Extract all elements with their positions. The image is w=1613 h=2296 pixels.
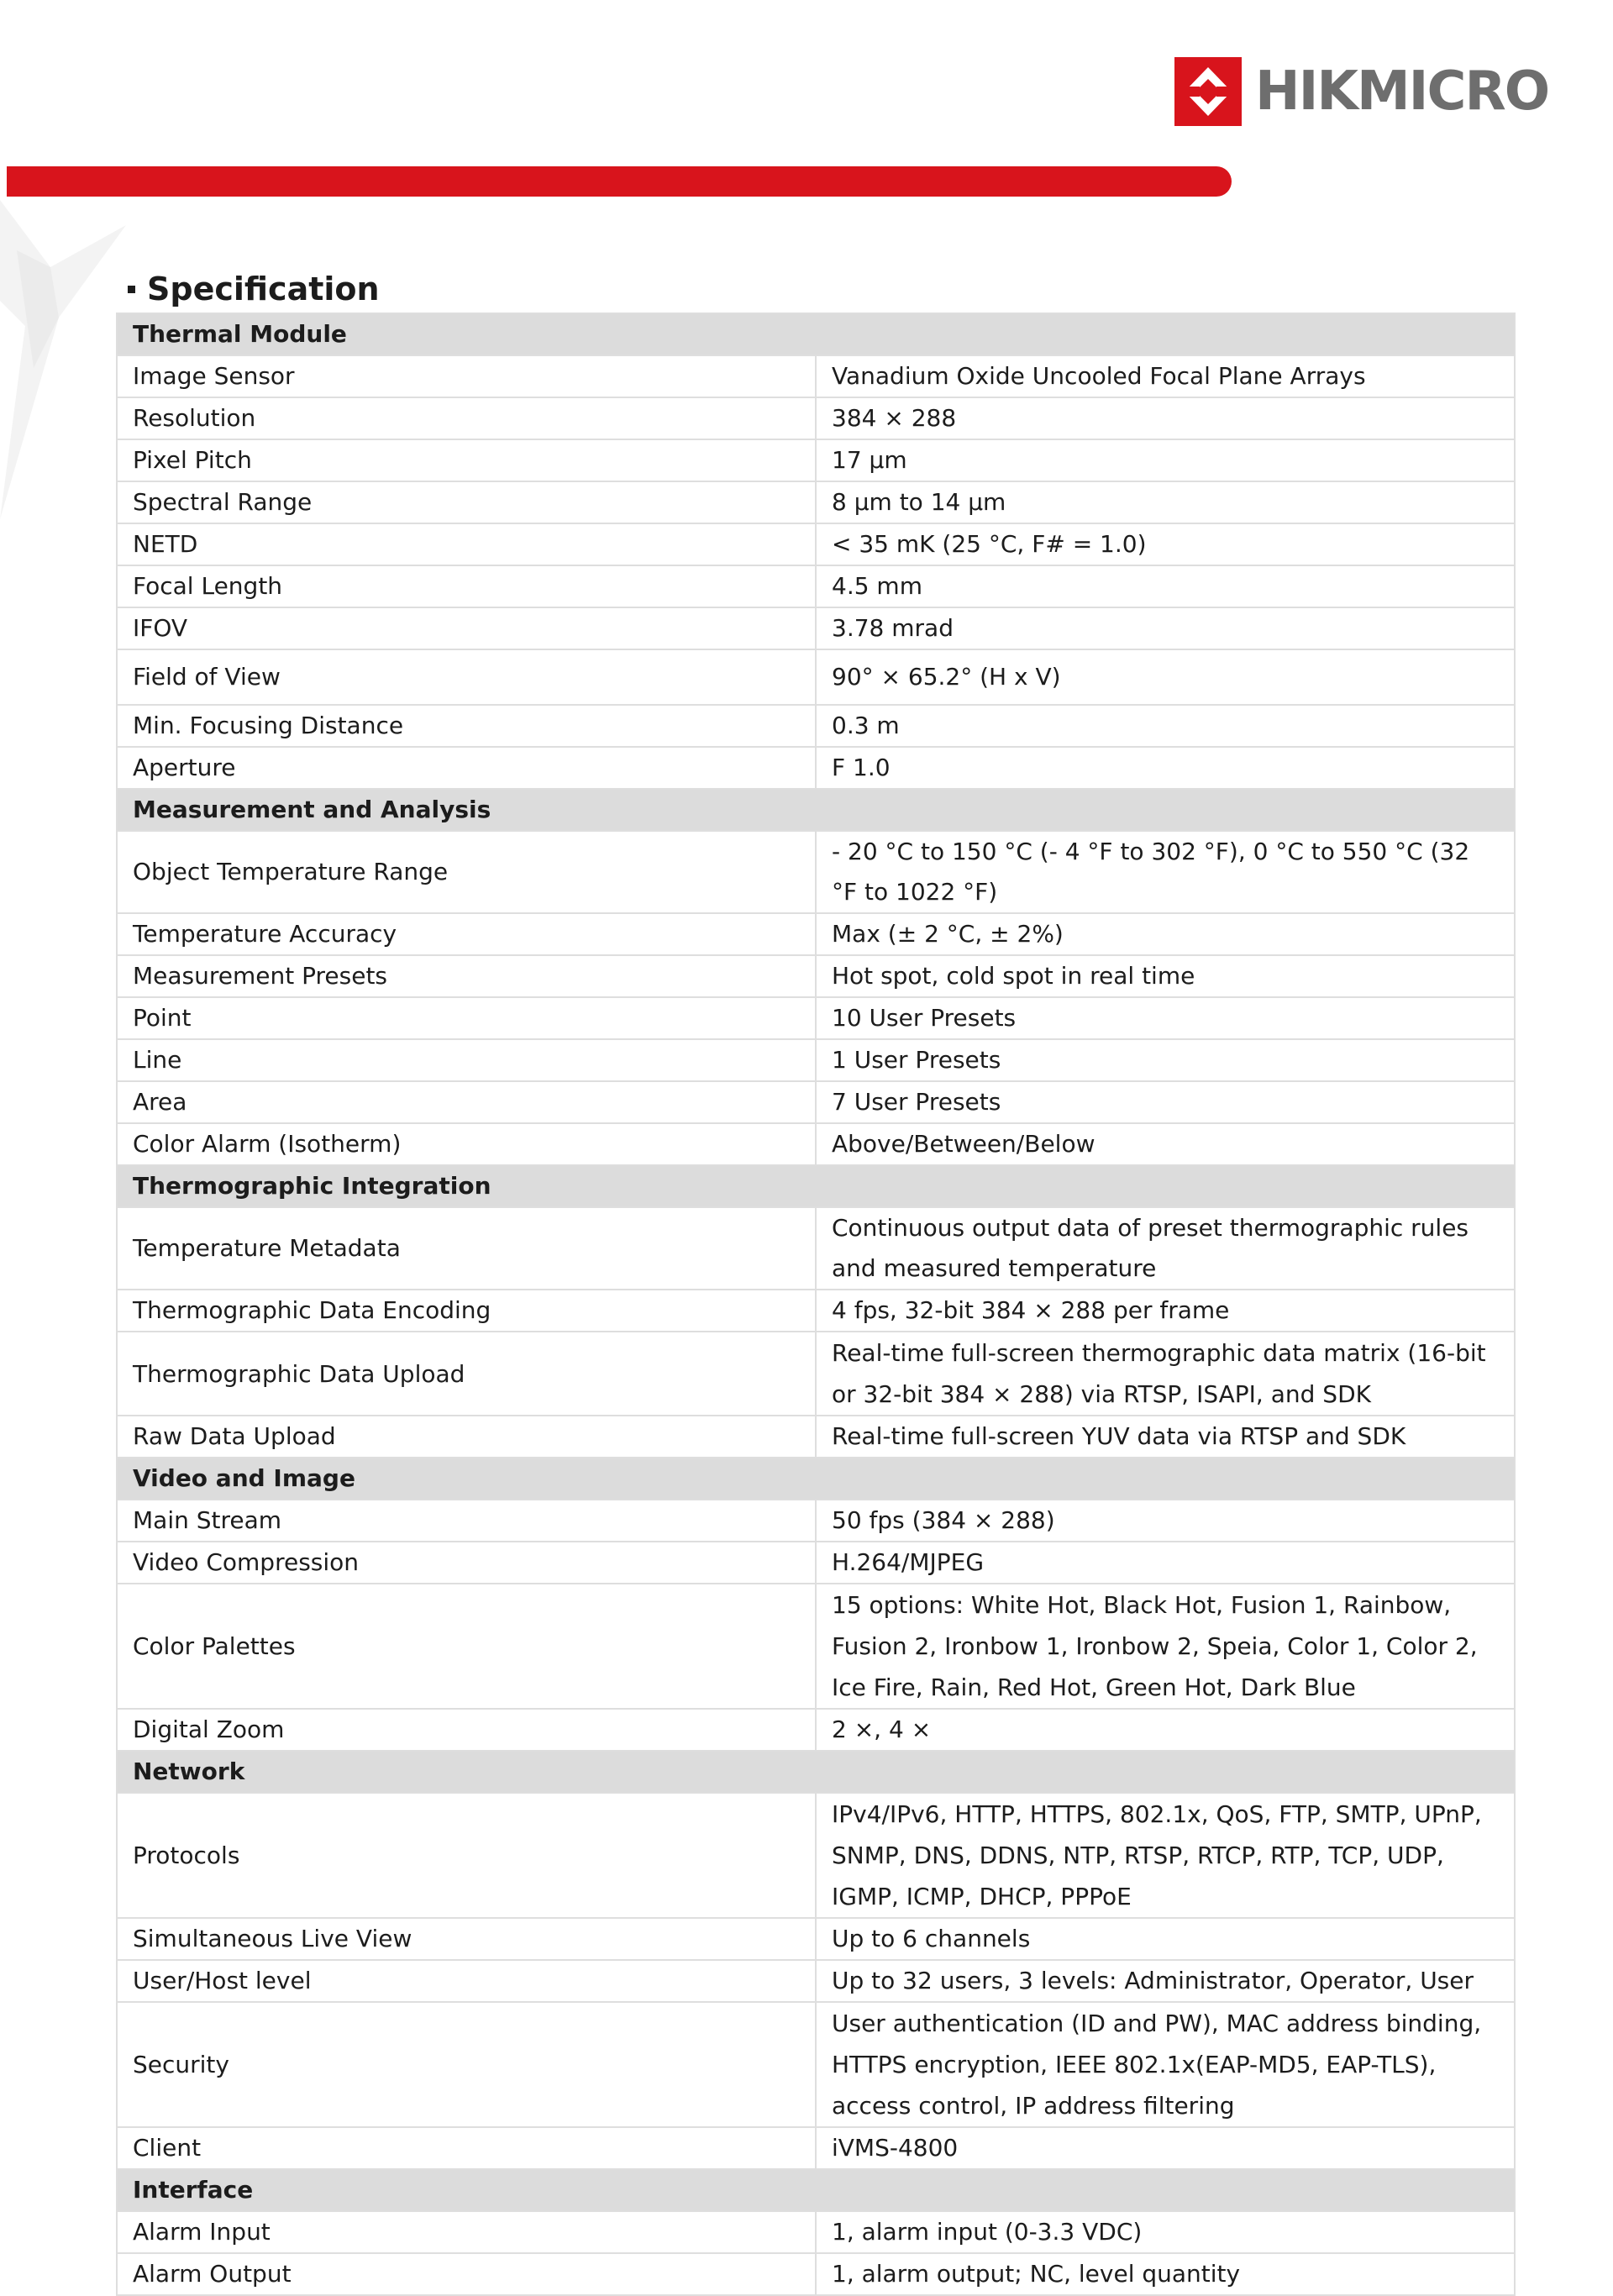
section-title: Thermal Module [117,313,1515,355]
spec-value: IPv4/IPv6, HTTP, HTTPS, 802.1x, QoS, FTP, SMTP, UPnP, SNMP, DNS, DDNS, NTP, RTSP, RTCP, RTP, TCP, UDP, IGMP, ICMP, DHCP, PPPoE [816,1793,1515,1918]
spec-row [117,997,1515,1039]
spec-value: 1, alarm output; NC, level quantity [816,2253,1515,2295]
spec-value: Real-time full-screen YUV data via RTSP and SDK [816,1416,1515,1458]
spec-row [117,481,1515,523]
spec-label: Measurement Presets [117,955,816,997]
spec-value: 10 User Presets [816,997,1515,1039]
spec-value: 7 User Presets [816,1081,1515,1123]
spec-value: < 35 mK (25 °C, F# = 1.0) [816,523,1515,565]
spec-row [117,1584,1515,1709]
spec-value: F 1.0 [816,747,1515,789]
spec-value: 90° × 65.2° (H x V) [816,649,1515,705]
section-title: Network [117,1751,1515,1793]
section-header-row [117,2169,1515,2211]
section-title: Video and Image [117,1458,1515,1500]
page-title-text: Specification [147,271,380,307]
spec-label: Line [117,1039,816,1081]
spec-value: User authentication (ID and PW), MAC address binding, HTTPS encryption, IEEE 802.1x(EAP-MD5, EAP-TLS), access control, IP address filtering [816,2002,1515,2127]
spec-row [117,2002,1515,2127]
spec-value: 4 fps, 32-bit 384 × 288 per frame [816,1290,1515,1332]
spec-value: 1, alarm input (0-3.3 VDC) [816,2211,1515,2253]
spec-label: Main Stream [117,1500,816,1542]
spec-row [117,1416,1515,1458]
specification-table [116,313,1516,2296]
spec-label: NETD [117,523,816,565]
section-title: Thermographic Integration [117,1165,1515,1207]
spec-row [117,1542,1515,1584]
spec-label: Object Temperature Range [117,831,816,913]
spec-value: 8 μm to 14 μm [816,481,1515,523]
brand-name: HIKMICRO [1255,60,1549,123]
hikmicro-logo-icon [1174,57,1242,126]
spec-label: Point [117,997,816,1039]
spec-row [117,1332,1515,1416]
spec-label: Thermographic Data Upload [117,1332,816,1416]
spec-value: Continuous output data of preset thermographic rules and measured temperature [816,1207,1515,1290]
spec-row [117,913,1515,955]
spec-label: Pixel Pitch [117,439,816,481]
spec-label: Color Palettes [117,1584,816,1709]
spec-label: Image Sensor [117,355,816,397]
spec-row [117,1918,1515,1960]
spec-label: User/Host level [117,1960,816,2002]
spec-value: Up to 32 users, 3 levels: Administrator, Operator, User [816,1960,1515,2002]
spec-label: Aperture [117,747,816,789]
spec-value: Max (± 2 °C, ± 2%) [816,913,1515,955]
spec-value: 15 options: White Hot, Black Hot, Fusion 1, Rainbow, Fusion 2, Ironbow 1, Ironbow 2, Speia, Color 1, Color 2, Ice Fire, Rain, Red Hot, Green Hot, Dark Blue [816,1584,1515,1709]
spec-label: Min. Focusing Distance [117,705,816,747]
spec-value: Above/Between/Below [816,1123,1515,1165]
spec-row [117,1081,1515,1123]
spec-row [117,2253,1515,2295]
spec-value: 3.78 mrad [816,607,1515,649]
spec-value: Real-time full-screen thermographic data matrix (16-bit or 32-bit 384 × 288) via RTSP, ISAPI, and SDK [816,1332,1515,1416]
spec-value: 2 ×, 4 × [816,1709,1515,1751]
spec-value: H.264/MJPEG [816,1542,1515,1584]
spec-row [117,607,1515,649]
spec-row [117,2211,1515,2253]
spec-row [117,439,1515,481]
spec-value: 50 fps (384 × 288) [816,1500,1515,1542]
spec-row [117,747,1515,789]
spec-value: Up to 6 channels [816,1918,1515,1960]
spec-label: Simultaneous Live View [117,1918,816,1960]
spec-label: Focal Length [117,565,816,607]
brand-logo [1174,55,1548,128]
spec-label: Digital Zoom [117,1709,816,1751]
spec-row [117,649,1515,705]
spec-value: iVMS-4800 [816,2127,1515,2169]
spec-value: Vanadium Oxide Uncooled Focal Plane Arrays [816,355,1515,397]
spec-row [117,565,1515,607]
spec-value: 1 User Presets [816,1039,1515,1081]
spec-row [117,1960,1515,2002]
spec-label: Security [117,2002,816,2127]
spec-row [117,397,1515,439]
spec-label: Video Compression [117,1542,816,1584]
spec-row [117,1500,1515,1542]
heading-bullet-icon [128,286,135,293]
section-header-row [117,1165,1515,1207]
spec-row [117,1039,1515,1081]
spec-row [117,1793,1515,1918]
spec-value: Hot spot, cold spot in real time [816,955,1515,997]
spec-label: Thermographic Data Encoding [117,1290,816,1332]
section-title: Interface [117,2169,1515,2211]
spec-value: - 20 °C to 150 °C (- 4 °F to 302 °F), 0 °C to 550 °C (32 °F to 1022 °F) [816,831,1515,913]
spec-label: Alarm Output [117,2253,816,2295]
section-header-row [117,789,1515,831]
spec-label: Raw Data Upload [117,1416,816,1458]
spec-value: 4.5 mm [816,565,1515,607]
header-accent-bar [7,166,1232,197]
spec-row [117,831,1515,913]
spec-label: Resolution [117,397,816,439]
spec-row [117,1709,1515,1751]
spec-value: 0.3 m [816,705,1515,747]
spec-row [117,2127,1515,2169]
spec-label: Spectral Range [117,481,816,523]
spec-value: 17 μm [816,439,1515,481]
section-header-row [117,313,1515,355]
spec-row [117,1207,1515,1290]
spec-value: 384 × 288 [816,397,1515,439]
decorative-star-icon [0,200,126,519]
spec-label: IFOV [117,607,816,649]
spec-row [117,1290,1515,1332]
spec-label: Alarm Input [117,2211,816,2253]
spec-label: Client [117,2127,816,2169]
section-title: Measurement and Analysis [117,789,1515,831]
section-header-row [117,1751,1515,1793]
page-title [128,267,380,311]
section-header-row [117,1458,1515,1500]
spec-label: Field of View [117,649,816,705]
spec-label: Color Alarm (Isotherm) [117,1123,816,1165]
spec-label: Area [117,1081,816,1123]
spec-row [117,355,1515,397]
spec-label: Temperature Metadata [117,1207,816,1290]
spec-row [117,1123,1515,1165]
spec-row [117,955,1515,997]
spec-label: Temperature Accuracy [117,913,816,955]
spec-row [117,523,1515,565]
spec-row [117,705,1515,747]
spec-label: Protocols [117,1793,816,1918]
